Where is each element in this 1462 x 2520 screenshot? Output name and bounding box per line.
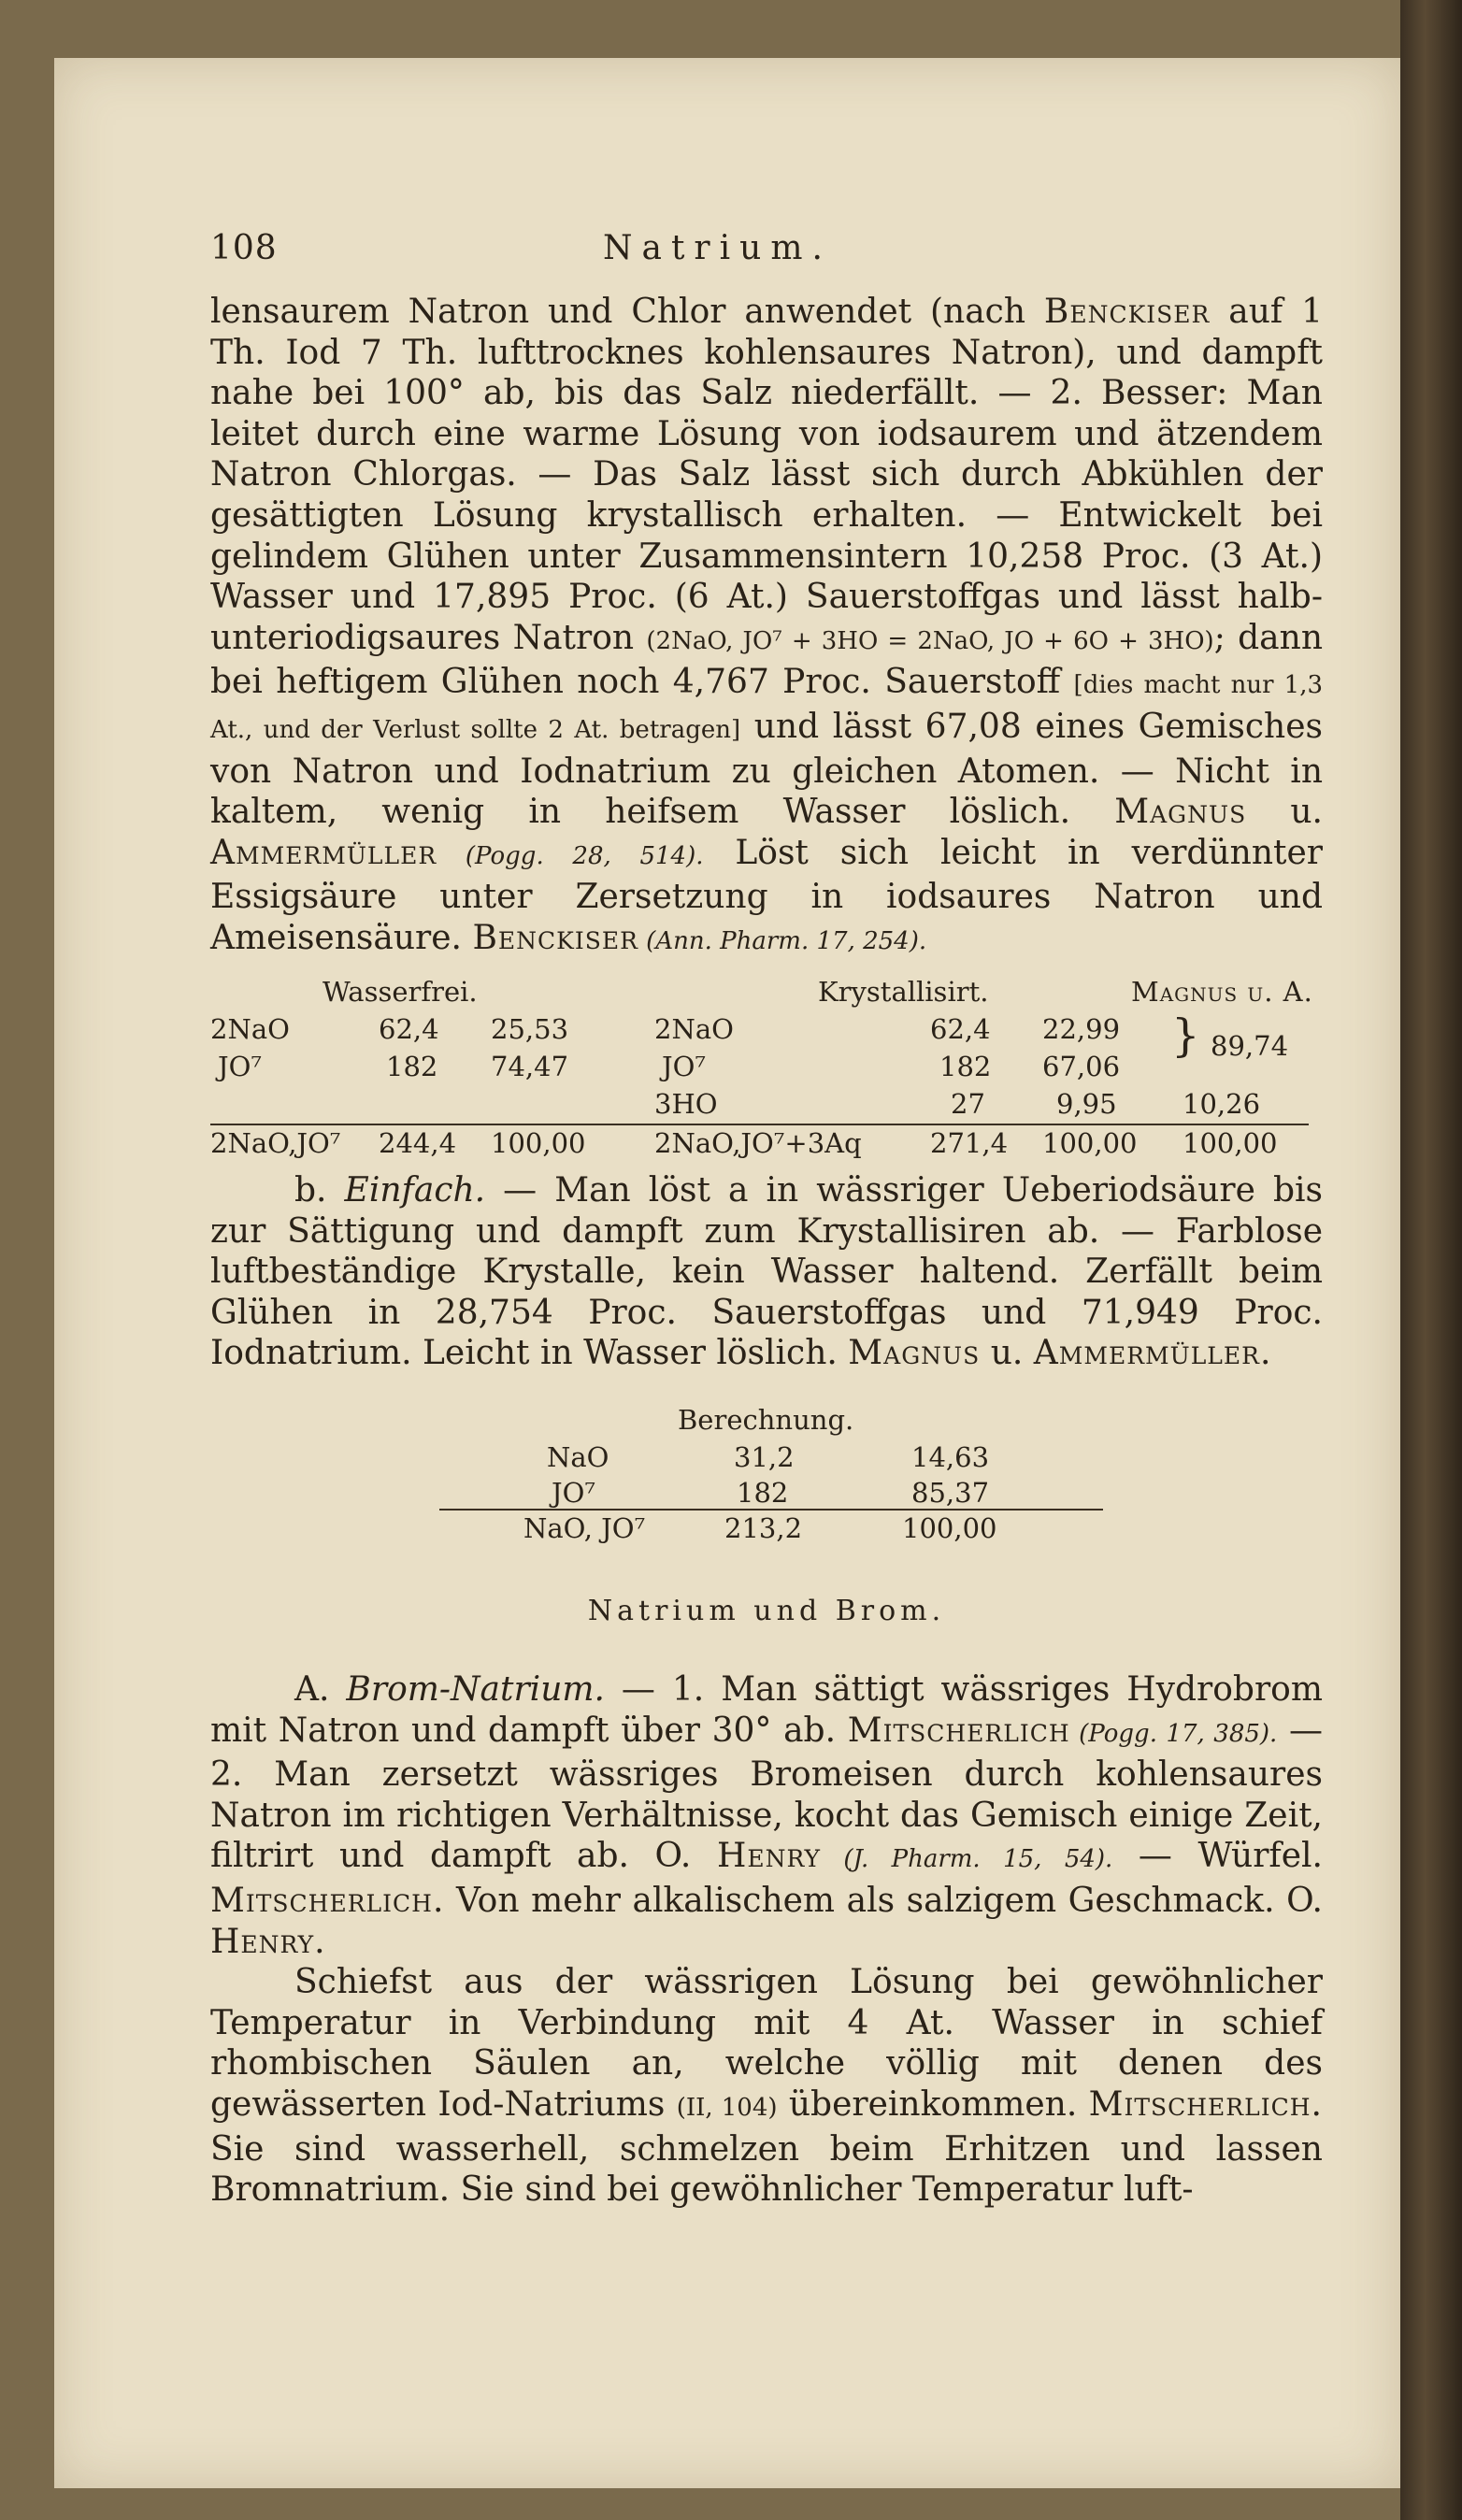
text-run: lensaurem Natron und Chlor anwendet (nach (210, 293, 1044, 331)
author-name: Magnus (1114, 793, 1247, 832)
bracket-note: [dies macht nur 1,3 At., und der Verlust sollte 2 At. betragen] (210, 671, 1323, 744)
table-total: 213,2 (724, 1512, 803, 1544)
author-name: Mitscherlich. (1088, 2084, 1323, 2124)
text-run: und lässt 67,08 eines Gemisches von Natron und Iodnatrium zu gleichen Atomen. — Nicht in kaltem, wenig in heifsem Wasser löslich. (210, 707, 1323, 832)
table-cell: NaO (547, 1441, 609, 1473)
text-run: u. (1246, 793, 1323, 832)
table-cell: 14,63 (911, 1441, 990, 1473)
book-edge (1400, 0, 1462, 2520)
table-total: 244,4 (379, 1127, 457, 1159)
composition-table-2 (439, 1404, 1112, 1544)
table-rule (439, 1509, 1103, 1511)
table-total: 100,00 (1182, 1127, 1278, 1159)
table-total: 271,4 (930, 1127, 1009, 1159)
citation: (J. Pharm. 15, 54). (821, 1845, 1113, 1874)
author-name: Henry. (210, 1922, 326, 1961)
table-total: 2NaO,JO⁷+3Aq (654, 1127, 862, 1159)
text-run: Sie sind wasserhell, schmelzen beim Erhitzen und lassen Bromnatrium. Sie sind bei gewöhnlicher Temperatur luft- (210, 2129, 1323, 2210)
table-cell: 74,47 (491, 1051, 569, 1082)
citation: (II, 104) (676, 2093, 778, 2122)
table-cell: 67,06 (1042, 1051, 1121, 1082)
table-cell: 2NaO (654, 1013, 734, 1045)
citation: (Ann. Pharm. 17, 254). (638, 926, 927, 955)
brace-symbol: } (1171, 1009, 1200, 1062)
table-header: Krystallisirt. (818, 976, 989, 1008)
table-cell: 22,99 (1042, 1013, 1121, 1045)
table-cell: 3HO (654, 1088, 718, 1120)
text-run: u. (980, 1334, 1034, 1373)
author-name: Benckiser (472, 918, 638, 957)
text-run: Löst sich leicht in verdünnter Essigsäure unter Zersetzung in iodsaures Natron und Ameisensäure. (210, 833, 1323, 957)
text-run: auf 1 Th. Iod 7 Th. lufttrocknes kohlensaures Natron), und dampft nahe bei 100° ab, bis das Salz niederfällt. — 2. Besser: Man leitet durch eine warme Lösung von iodsaurem und ätzendem Natron Chlorgas. — Das Salz lässt sich durch Abkühlen der gesättigten Lösung krystallisch erhalten. — Entwickelt bei gelindem Glühen unter Zusammensintern 10,258 Proc. (3 At.) Wasser und 17,895 Proc. (6 At.) Sauerstoffgas und lässt halb-unteriodigsaures Natron (210, 293, 1323, 657)
author-name: Ammermüller. (1033, 1334, 1272, 1373)
table-total: 100,00 (902, 1512, 997, 1544)
item-label: A. (294, 1670, 347, 1709)
section-heading: Natrium und Brom. (587, 1595, 946, 1627)
table-cell: JO⁷ (662, 1051, 707, 1082)
table-cell: 25,53 (491, 1013, 569, 1045)
running-title: Natrium. (603, 229, 832, 267)
table-cell: JO⁷ (552, 1477, 596, 1509)
table-header: Berechnung. (678, 1404, 854, 1436)
paragraph-iodate (210, 292, 1323, 963)
table-total: 100,00 (1042, 1127, 1138, 1159)
table-cell: 85,37 (911, 1477, 990, 1509)
table-cell: 27 (951, 1088, 985, 1120)
page-number: 108 (210, 229, 278, 267)
paragraph-einfach (210, 1170, 1323, 1374)
citation: (Pogg. 17, 385). (1069, 1719, 1278, 1748)
table-cell: 62,4 (930, 1013, 991, 1045)
author-name: Magnus (848, 1334, 981, 1373)
author-name: Henry (716, 1837, 822, 1876)
table-rule (210, 1124, 1309, 1125)
table-total: 100,00 (491, 1127, 586, 1159)
citation: (Pogg. 28, 514). (437, 841, 704, 870)
table-cell: 182 (386, 1051, 438, 1082)
item-title: Brom-Natrium. (346, 1670, 605, 1709)
page-header (210, 229, 1351, 276)
table-cell: JO⁷ (218, 1051, 263, 1082)
table-cell: 9,95 (1056, 1088, 1117, 1120)
table-total: NaO, JO⁷ (523, 1512, 646, 1544)
text-run: — Man löst a in wässriger Ueberiodsäure bis zur Sättigung und dampft zum Krystallisiren ab. — Farblose luftbeständige Krystalle, kein Wasser haltend. Zerfällt beim Glühen in 28,754 Proc. Sauerstoffgas und 71,949 Proc. Iodnatrium. Leicht in Wasser löslich. (210, 1171, 1323, 1373)
table-cell: 182 (939, 1051, 992, 1082)
table-header: Wasserfrei. (322, 976, 478, 1008)
text-run: ; dann bei heftigem Glühen noch 4,767 Proc. Sauerstoff (210, 618, 1324, 702)
text-run: — 2. Man zersetzt wässriges Bromeisen durch kohlensaures Natron im richtigen Verhältnisse, kocht das Gemisch einige Zeit, filtrirt und dampft ab. O. (210, 1711, 1323, 1876)
text-run: — Würfel. (1112, 1837, 1323, 1876)
table-header: Magnus u. A. (1131, 976, 1313, 1008)
item-label: b. (294, 1171, 345, 1210)
text-run: übereinkommen. (777, 2084, 1089, 2124)
table-cell: 10,26 (1182, 1088, 1261, 1120)
table-cell: 89,74 (1211, 1030, 1289, 1062)
text-run: Von mehr alkalischem als salzigem Geschmack. O. (444, 1881, 1323, 1920)
item-title: Einfach. (344, 1171, 486, 1210)
composition-table-1 (210, 976, 1332, 1163)
table-cell: 2NaO (210, 1013, 290, 1045)
chemical-formula: (2NaO, JO⁷ + 3HO = 2NaO, JO + 6O + 3HO) (646, 626, 1214, 655)
text-run: Schiefst aus der wässrigen Lösung bei gewöhnlicher Temperatur in Verbindung mit 4 At. Wasser in schief rhombischen Säulen an, welche völlig mit denen des gewässerten Iod-Natriums (210, 1963, 1323, 2124)
paragraph-brom-natrium (210, 1669, 1323, 2211)
author-name: Benckiser (1043, 293, 1211, 331)
table-cell: 182 (737, 1477, 789, 1509)
author-name: Ammermüller (210, 833, 437, 872)
table-cell: 31,2 (734, 1441, 795, 1473)
table-cell: 62,4 (379, 1013, 439, 1045)
author-name: Mitscherlich (847, 1711, 1070, 1750)
author-name: Mitscherlich. (210, 1881, 445, 1920)
text-run: — 1. Man sättigt wässriges Hydrobrom mit Natron und dampft über 30° ab. (210, 1670, 1323, 1750)
table-total: 2NaO,JO⁷ (210, 1127, 341, 1159)
